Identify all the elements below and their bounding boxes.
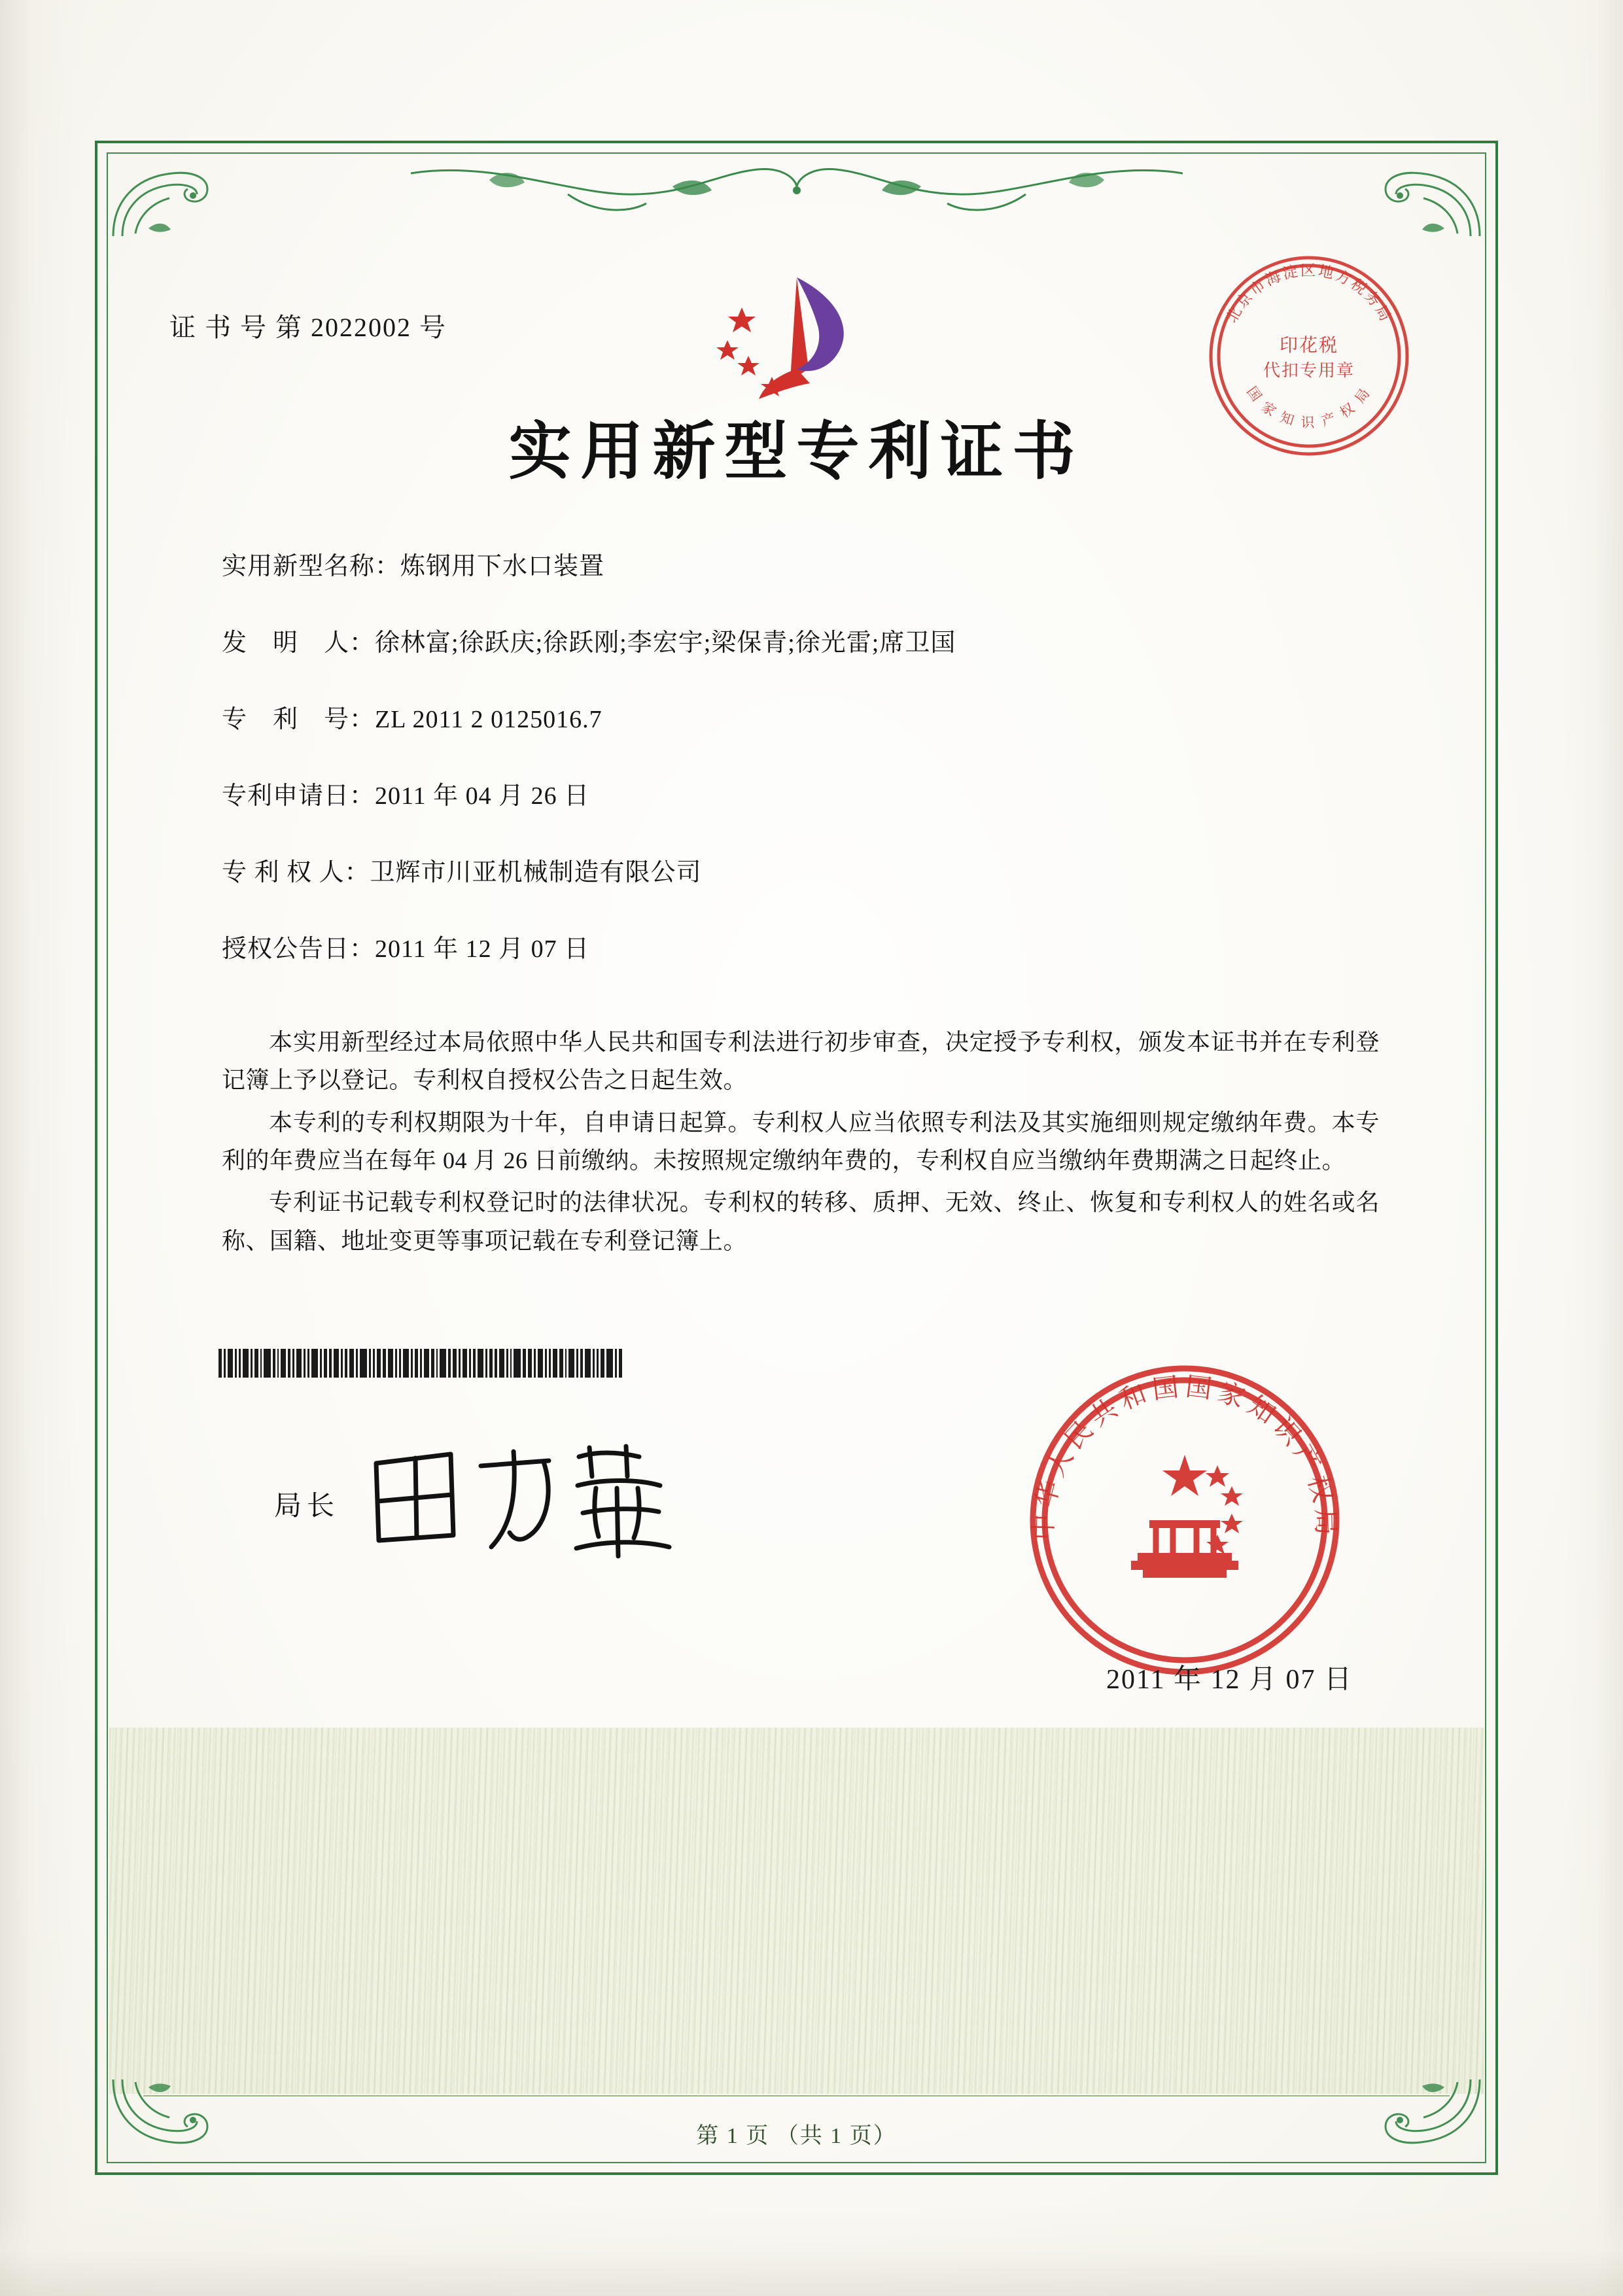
field-label: 专 利 权 人： — [222, 859, 370, 886]
field-row-grant-date — [222, 928, 1373, 964]
field-label: 授权公告日： — [222, 935, 375, 963]
legal-text — [222, 1023, 1380, 1264]
page-footer: 第 1 页 （共 1 页） — [696, 2124, 897, 2148]
director-label: 局长 — [274, 1491, 340, 1522]
field-label: 专 利 号： — [222, 706, 375, 733]
page-title: 实用新型专利证书 — [508, 414, 1085, 488]
certificate-content — [97, 143, 1495, 2172]
svg-text:印花税: 印花税 — [1279, 336, 1339, 356]
svg-text:代扣专用章: 代扣专用章 — [1263, 361, 1355, 380]
field-value: 炼钢用下水口装置 — [400, 553, 605, 580]
cnipa-logo-icon — [699, 271, 895, 408]
field-row-name — [222, 546, 1373, 582]
field-value: 2011 年 04 月 26 日 — [375, 782, 590, 810]
field-value: ZL 2011 2 0125016.7 — [375, 706, 602, 733]
svg-text:国 家 知 识 产 权 局: 国 家 知 识 产 权 局 — [1244, 383, 1374, 430]
scan-edge-right — [1564, 0, 1623, 2296]
field-label: 专利申请日： — [222, 782, 375, 810]
field-row-application-date — [222, 775, 1373, 811]
field-label: 发 明 人： — [222, 629, 375, 657]
svg-text:中华人民共和国国家知识产权局: 中华人民共和国国家知识产权局 — [1028, 1371, 1341, 1541]
field-row-inventors — [222, 622, 1373, 658]
certificate-frame — [95, 141, 1498, 2175]
field-list — [222, 546, 1373, 1005]
paragraph-3: 专利证书记载专利权登记时的法律状况。专利权的转移、质押、无效、终止、恢复和专利权人的姓名或名称、国籍、地址变更等事项记载在专利登记簿上。 — [222, 1189, 1380, 1254]
field-label: 实用新型名称： — [222, 553, 401, 580]
paragraph-1: 本实用新型经过本局依照中华人民共和国专利法进行初步审查，决定授予专利权，颁发本证书并在专利登记簿上予以登记。专利权自授权公告之日起生效。 — [222, 1029, 1380, 1094]
seal-date: 2011 年 12 月 07 日 — [1106, 1665, 1353, 1695]
svg-text:北京市海淀区地方税务局: 北京市海淀区地方税务局 — [1223, 262, 1395, 326]
field-value: 徐林富;徐跃庆;徐跃刚;李宏宇;梁保青;徐光雷;席卫国 — [375, 629, 956, 657]
scan-edge-left — [0, 0, 79, 2296]
field-row-patent-number — [222, 699, 1373, 735]
field-value: 卫辉市川亚机械制造有限公司 — [370, 859, 702, 886]
certificate-barcode — [218, 1349, 624, 1378]
field-row-patentee — [222, 852, 1373, 888]
scan-edge-bottom — [0, 2204, 1623, 2296]
paragraph-2: 本专利的专利权期限为十年，自申请日起算。专利权人应当依照专利法及其实施细则规定缴纳年费。本专利的年费应当在每年 04 月 26 日前缴纳。未按照规定缴纳年费的，专利权自应当缴纳年费期满之日起终止。 — [222, 1109, 1380, 1174]
national-seal-stamp — [1021, 1357, 1348, 1684]
certificate-number: 证 书 号 第 2022002 号 — [169, 313, 447, 342]
director-signature — [353, 1425, 693, 1576]
field-value: 2011 年 12 月 07 日 — [375, 935, 590, 963]
